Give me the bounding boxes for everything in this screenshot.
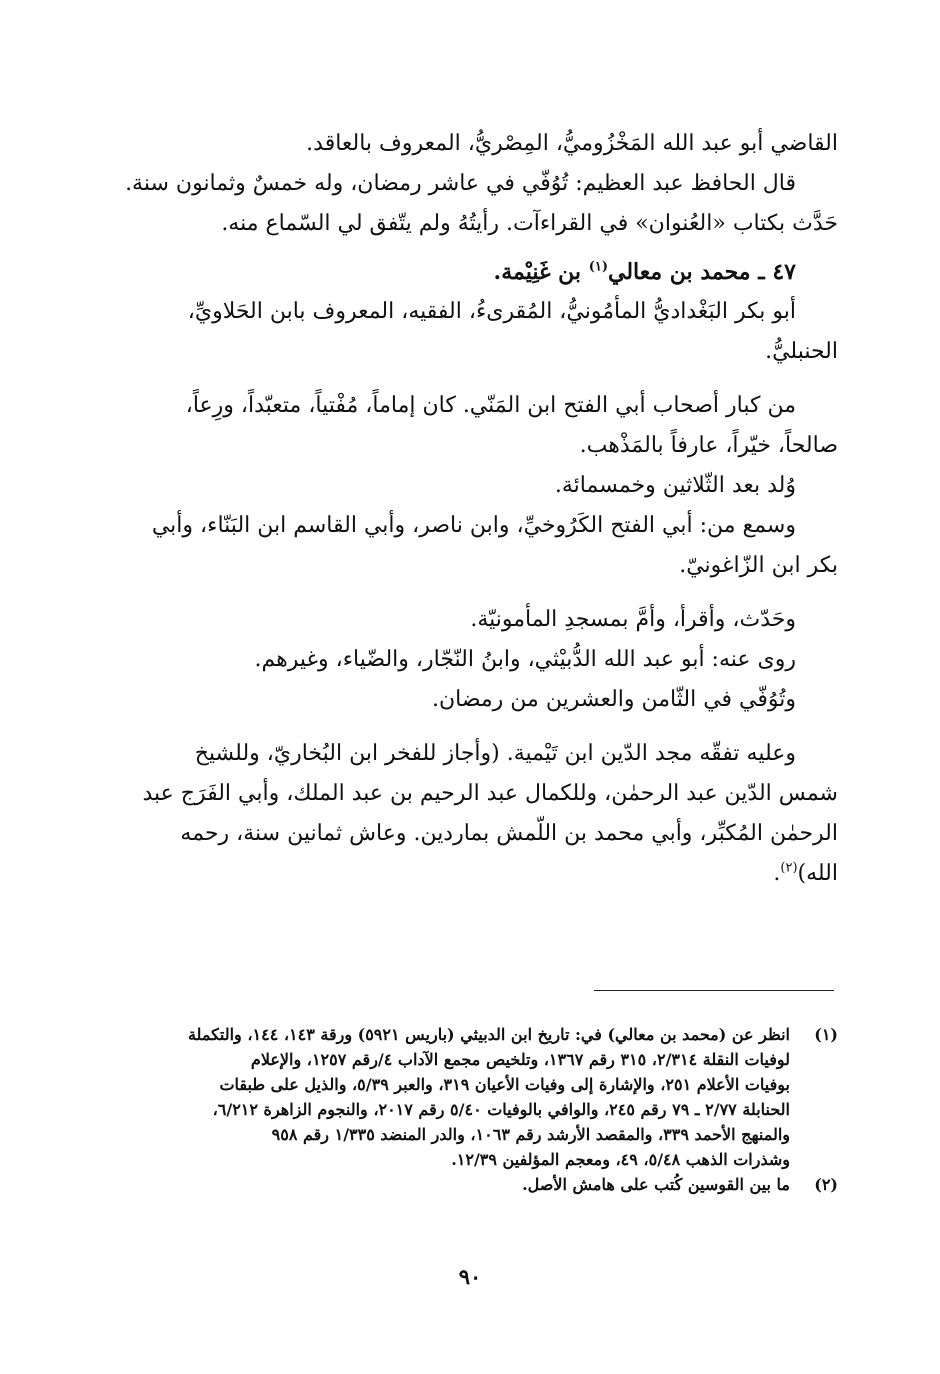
footnote-2-line: ما بين القوسين كُتب على هامش الأصل. [522,1175,790,1194]
footnote-1-line: وشذرات الذهب ٥/٤٨، ٤٩، ومعجم المؤلفين ١٢/٣٩. [451,1150,790,1169]
entry-47-heading-nasab: بن غَنِيْمة. [493,259,589,285]
footnote-ref-1: (١) [588,259,608,275]
entry-46-line-1: القاضي أبو عبد الله المَخْزُوميُّ، المِصْريُّ، المعروف بالعاقد. [306,131,838,156]
footnote-2 [108,1172,838,1197]
page-number: ٩٠ [458,1264,482,1289]
footnote-2-text [108,1172,790,1197]
students-line-1: وعليه تفقّه مجد الدّين ابن تَيْمية. (وأجاز للفخر ابن البُخاريّ، وللشيخ [194,741,796,766]
identity-line-2: الحنبليُّ. [765,339,838,364]
heard-line-1: وسمع من: أبي الفتح الكَرُوخيِّ، وابن ناصر، وأبي القاسم ابن البَنّاء، وأبي [151,513,796,538]
entry-46-line-3: حَدَّث بكتاب «العُنوان» في القراءآت. رأيتُهُ ولم يتّفق لي السّماع منه. [221,211,838,236]
footnote-ref-2: (٢) [780,860,798,876]
footnotes [108,1022,838,1197]
entry-47-heading [112,252,838,292]
students-line-2: شمس الدّين عبد الرحمٰن، وللكمال عبد الرحيم بن عبد الملك، وأبي الفَرَج عبد [142,781,838,806]
footnote-separator [594,990,834,991]
praise-line-2: صالحاً، خيّراً، عارفاً بالمَذْهب. [579,433,838,458]
footnote-1-line: والمنهج الأحمد ٣٣٩، والمقصد الأرشد رقم ١٠٦٣، والدر المنضد ١/٣٣٥ رقم ٩٥٨ [271,1125,790,1144]
footnote-1-line: لوفيات النقلة ٢/٣١٤، ٣١٥ رقم ١٣٦٧، وتلخيص مجمع الآداب ٤/رقم ١٢٥٧، والإعلام [250,1050,790,1069]
praise-line-1: من كبار أصحاب أبي الفتح ابن المَنّي. كان إماماً، مُفْتياً، متعبّداً، ورِعاً، [185,393,796,418]
students-line-4-end: . [773,861,781,886]
footnote-1-text [108,1022,790,1172]
transmitters-line: روى عنه: أبو عبد الله الدُّبيْثي، وابنُ النّجّار، والضّياء، وغيرهم. [254,647,796,672]
main-text [112,124,838,894]
death-line: وتُوُفّي في الثّامن والعشرين من رمضان. [431,687,796,712]
footnote-1-line: انظر عن (محمد بن معالي) في: تاريخ ابن الدبيثي (باريس ٥٩٢١) ورقة ١٤٣، ١٤٤، والتكملة [187,1025,790,1044]
footnote-1-line: بوفيات الأعلام ٢٥١، والإشارة إلى وفيات الأعيان ٣١٩، والعبر ٥/٣٩، والذيل على طبقات [219,1075,790,1094]
heard-line-2: بكر ابن الزّاغونيّ. [679,553,838,578]
footnote-1 [108,1022,838,1172]
students-line-4 [112,854,838,894]
footnote-1-mark: (١) [814,1025,838,1044]
entry-47-heading-name: ٤٧ ـ محمد بن معالي [608,259,796,285]
footnote-1-line: الحنابلة ٢/٧٧ ـ ٧٩ رقم ٢٤٥، والوافي بالوفيات ٥/٤٠ رقم ٢٠١٧، والنجوم الزاهرة ٦/٢١٢، [212,1100,790,1119]
entry-46-line-2: قال الحافظ عبد العظيم: تُوُفّي في عاشر رمضان، وله خمسٌ وثمانون سنة. [125,171,796,196]
students-line-4-text: الله) [797,861,838,886]
students-line-3: الرحمٰن المُكبِّر، وأبي محمد بن اللّمش بماردين. وعاش ثمانين سنة، رحمه [180,821,838,846]
identity-line-1: أبو بكر البَغْداديُّ المأمُونيُّ، المُقرىءُ، الفقيه، المعروف بابن الحَلاويِّ، [187,299,796,324]
birth-line: وُلد بعد الثّلاثين وخمسمائة. [554,473,796,498]
narrated-line: وحَدّث، وأقرأ، وأمَّ بمسجدِ المأمونيّة. [470,607,796,632]
footnote-2-mark: (٢) [814,1175,838,1194]
